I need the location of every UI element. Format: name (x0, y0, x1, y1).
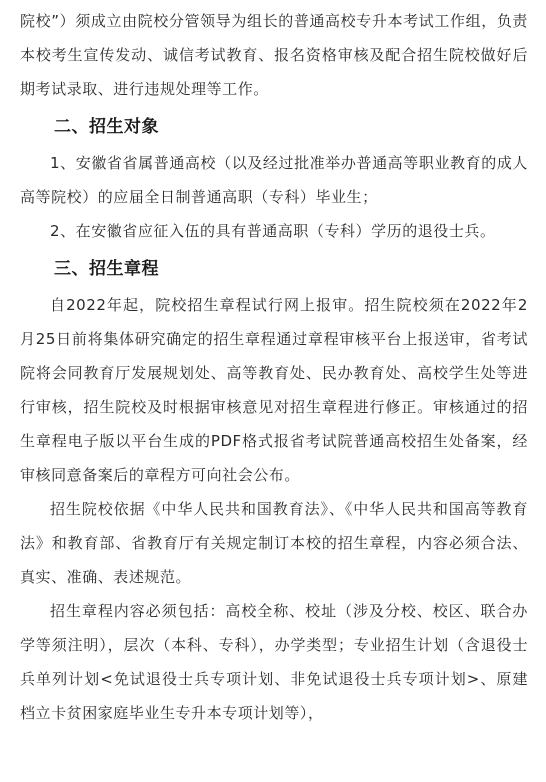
list-item-target-1: 1、安徽省省属普通高校（以及经过批准举办普通高等职业教育的成人高等院校）的应届全日制普通高职（专科）毕业生； (20, 154, 528, 206)
list-item-target-2: 2、在安徽省应征入伍的具有普通高职（专科）学历的退役士兵。 (50, 222, 496, 240)
section-heading-enrollment-targets: 二、招生对象 (54, 117, 159, 137)
paragraph-charter-basis: 招生院校依据《中华人民共和国教育法》、《中华人民共和国高等教育法》和教育部、省教育厅有关规定制订本校的招生章程，内容必须合法、真实、准确、表述规范。 (20, 500, 528, 586)
section-heading-admission-charter: 三、招生章程 (54, 259, 159, 279)
paragraph-charter-review: 自2022年起，院校招生章程试行网上报审。招生院校须在2022年2月25日前将集体研究确定的招生章程通过章程审核平台上报送审，省考试院将会同教育厅发展规划处、高等教育处、民办教育处、高校学生处等进行审核，招生院校及时根据审核意见对招生章程进行修正。审核通过的招生章程电子版以平台生成的PDF格式报省考试院普通高校招生处备案，经审核同意备案后的章程方可向社会公布。 (20, 296, 528, 484)
paragraph-charter-content: 招生章程内容必须包括：高校全称、校址（涉及分校、校区、联合办学等须注明），层次（本科、专科），办学类型；专业招生计划（含退役士兵单列计划<免试退役士兵专项计划、非免试退役士兵专项计划>、原建档立卡贫困家庭毕业生专升本专项计划等）， (20, 602, 528, 722)
paragraph-work-group: 院校”）须成立由院校分管领导为组长的普通高校专升本考试工作组，负责本校考生宣传发动、诚信考试教育、报名资格审核及配合招生院校做好后期考试录取、进行违规处理等工作。 (20, 12, 528, 98)
